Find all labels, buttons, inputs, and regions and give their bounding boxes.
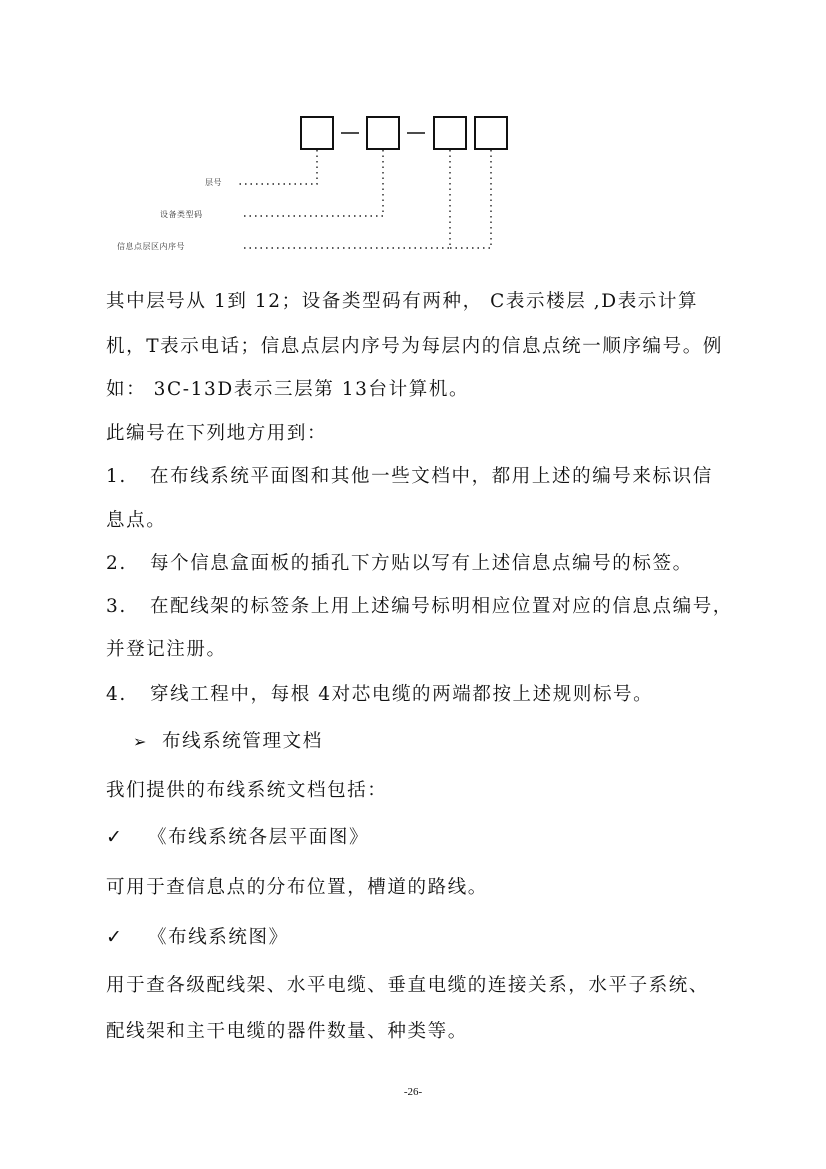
list-item-3 — [106, 596, 733, 618]
checkmark-icon: ✓ — [106, 926, 122, 948]
list-number: 2. — [106, 553, 127, 574]
numbering-diagram-graphic — [0, 0, 826, 270]
point-sequence-label: 信息点层区内序号 — [117, 242, 185, 251]
list-number: 3. — [106, 596, 127, 617]
list-text: 在布线系统平面图和其他一些文档中，都用上述的编号来标识信 — [150, 466, 713, 487]
list-text: 每个信息盒面板的插孔下方贴以写有上述信息点编号的标签。 — [150, 553, 693, 574]
page-number: -26- — [403, 1086, 423, 1098]
device-type-box — [367, 117, 399, 149]
paragraph-line: 机，T表示电话；信息点层内序号为每层内的信息点统一顺序编号。例 — [106, 336, 723, 357]
paragraph-line: 配线架和主干电缆的器件数量、种类等。 — [106, 1021, 468, 1042]
paragraph-line: 此编号在下列地方用到： — [106, 423, 328, 444]
document-title: 《布线系统图》 — [148, 927, 289, 948]
paragraph-line: 用于查各级配线架、水平电缆、垂直电缆的连接关系，水平子系统、 — [106, 975, 710, 996]
list-text: 穿线工程中，每根 4对芯电缆的两端都按上述规则标号。 — [150, 684, 654, 705]
list-continuation: 息点。 — [106, 510, 167, 531]
paragraph-line: 其中层号从 1到 12；设备类型码有两种， C表示楼层 ,D表示计算 — [106, 291, 699, 312]
section-heading: 布线系统管理文档 — [162, 731, 323, 752]
document-title: 《布线系统各层平面图》 — [148, 827, 370, 848]
list-number: 1. — [106, 466, 127, 487]
device-type-leader — [240, 150, 383, 216]
list-continuation: 并登记注册。 — [106, 639, 227, 660]
paragraph-line: 如： 3C-13D表示三层第 13台计算机。 — [106, 379, 470, 400]
floor-box — [301, 117, 333, 149]
numbering-diagram — [0, 0, 826, 270]
list-text: 在配线架的标签条上用上述编号标明相应位置对应的信息点编号， — [150, 596, 733, 617]
seq-leader-2 — [450, 150, 491, 248]
list-item-2 — [106, 553, 693, 575]
device-type-label: 设备类型码 — [160, 210, 203, 219]
paragraph-line: 我们提供的布线系统文档包括： — [106, 780, 388, 801]
seq-leader-1 — [240, 150, 450, 248]
floor-label: 层号 — [205, 178, 222, 187]
paragraph-line: 可用于查信息点的分布位置，槽道的路线。 — [106, 877, 488, 898]
seq-box-2 — [475, 117, 507, 149]
list-number: 4. — [106, 684, 127, 705]
list-item-4 — [106, 684, 653, 706]
list-item-1 — [106, 466, 713, 488]
seq-box-1 — [434, 117, 466, 149]
floor-leader — [238, 150, 317, 184]
checkmark-icon: ✓ — [106, 826, 122, 848]
arrow-bullet-icon: ➢ — [133, 732, 147, 751]
